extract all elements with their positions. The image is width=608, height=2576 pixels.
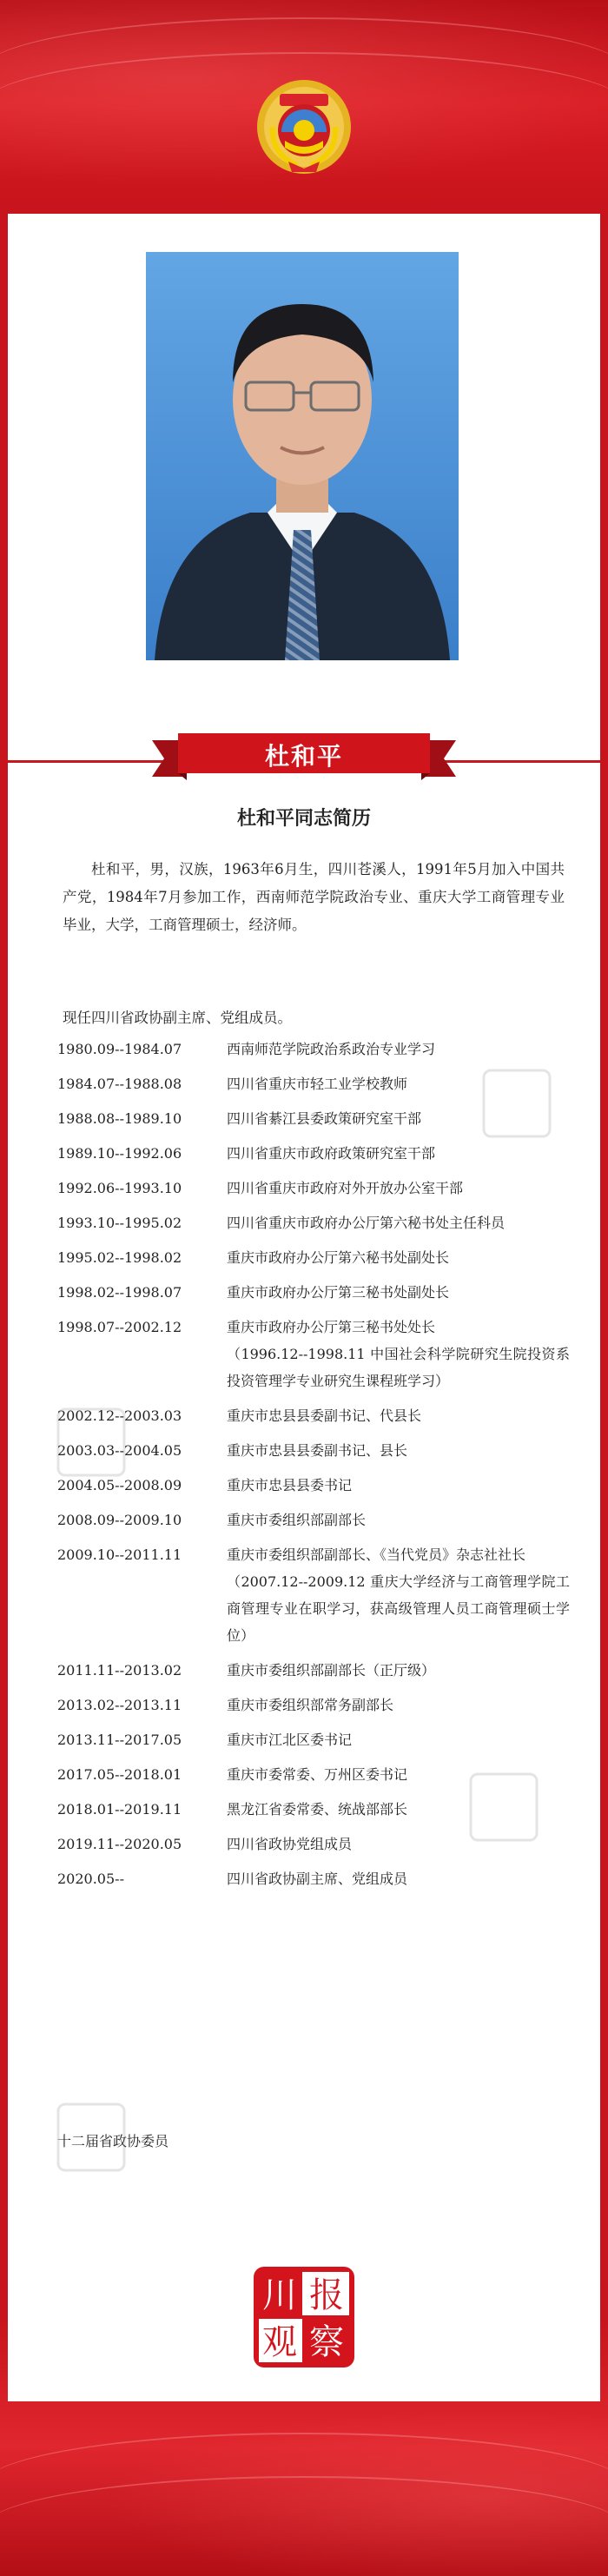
timeline-text bbox=[227, 1437, 570, 1464]
watermark-icon bbox=[469, 1772, 539, 1842]
stamp-char: 报 bbox=[309, 2275, 344, 2315]
timeline-text bbox=[227, 1279, 570, 1306]
bio-paragraph bbox=[63, 856, 565, 939]
timeline-position: 四川省政协党组成员 bbox=[227, 1836, 353, 1852]
timeline-position: 重庆市忠县县委书记 bbox=[227, 1477, 353, 1493]
career-timeline bbox=[57, 1036, 570, 1900]
timeline-row bbox=[57, 1437, 570, 1464]
timeline-text bbox=[227, 1507, 570, 1533]
timeline-date: 1984.07--1988.08 bbox=[57, 1076, 182, 1092]
timeline-row bbox=[57, 1507, 570, 1533]
timeline-text bbox=[227, 1175, 570, 1202]
stamp-char: 察 bbox=[309, 2322, 344, 2362]
timeline-date: 1998.07--2002.12 bbox=[57, 1319, 182, 1335]
timeline-position: 四川省重庆市政府对外开放办公室干部 bbox=[227, 1180, 464, 1196]
timeline-text bbox=[227, 1209, 570, 1236]
timeline-position: 重庆市忠县县委副书记、县长 bbox=[227, 1442, 408, 1459]
timeline-date: 2002.12--2003.03 bbox=[57, 1407, 182, 1424]
timeline-date: 2018.01--2019.11 bbox=[57, 1801, 182, 1818]
timeline-row bbox=[57, 1402, 570, 1429]
timeline-date: 2019.11--2020.05 bbox=[57, 1836, 182, 1852]
timeline-position: 重庆市委组织部副部长、《当代党员》杂志社社长 bbox=[227, 1546, 526, 1563]
timeline-text bbox=[227, 1726, 570, 1753]
timeline-date: 1980.09--1984.07 bbox=[57, 1041, 182, 1057]
watermark-icon bbox=[482, 1069, 552, 1138]
timeline-position: 重庆市委组织部常务副部长 bbox=[227, 1697, 394, 1713]
timeline-date: 2011.11--2013.02 bbox=[57, 1662, 182, 1679]
timeline-date: 2004.05--2008.09 bbox=[57, 1477, 182, 1493]
stamp-char: 观 bbox=[262, 2322, 297, 2362]
timeline-row bbox=[57, 1175, 570, 1202]
stamp-char: 川 bbox=[262, 2275, 297, 2315]
timeline-date: 1995.02--1998.02 bbox=[57, 1249, 182, 1266]
timeline-date: 2008.09--2009.10 bbox=[57, 1512, 182, 1528]
watermark-icon bbox=[56, 2103, 126, 2172]
timeline-position: 重庆市政府办公厅第三秘书处处长 bbox=[227, 1319, 436, 1335]
timeline-position: 黑龙江省委常委、统战部部长 bbox=[227, 1801, 408, 1818]
timeline-row bbox=[57, 1209, 570, 1236]
timeline-date: 1993.10--1995.02 bbox=[57, 1215, 182, 1231]
current-position: 现任四川省政协副主席、党组成员。 bbox=[63, 1010, 292, 1026]
timeline-text bbox=[227, 1692, 570, 1718]
timeline-text bbox=[227, 1140, 570, 1167]
timeline-position: 重庆市委组织部副部长 bbox=[227, 1512, 367, 1528]
timeline-text bbox=[227, 1314, 570, 1394]
timeline-date: 2020.05-- bbox=[57, 1871, 124, 1887]
timeline-position: 四川省政协副主席、党组成员 bbox=[227, 1871, 408, 1887]
timeline-text bbox=[227, 1657, 570, 1684]
portrait-photo bbox=[146, 252, 459, 660]
timeline-date: 2003.03--2004.05 bbox=[57, 1442, 182, 1459]
timeline-text bbox=[227, 1865, 570, 1892]
timeline-row bbox=[57, 1279, 570, 1306]
timeline-position: 四川省綦江县委政策研究室干部 bbox=[227, 1110, 422, 1127]
timeline-position: 四川省重庆市轻工业学校教师 bbox=[227, 1076, 408, 1092]
timeline-row bbox=[57, 1865, 570, 1892]
resume-title: 杜和平同志简历 bbox=[236, 807, 371, 830]
person-name: 杜和平 bbox=[264, 742, 343, 771]
cppcc-emblem-icon bbox=[255, 78, 353, 175]
timeline-row bbox=[57, 1244, 570, 1271]
timeline-position: 重庆市委组织部副部长（正厅级） bbox=[227, 1662, 436, 1679]
timeline-position: 重庆市委常委、万州区委书记 bbox=[227, 1766, 408, 1783]
timeline-position: 重庆市政府办公厅第六秘书处副处长 bbox=[227, 1249, 450, 1266]
timeline-row bbox=[57, 1140, 570, 1167]
timeline-row bbox=[57, 1657, 570, 1684]
timeline-note: （1996.12--1998.11 中国社会科学院研究生院投资系投资管理学专业研究生课程班学习） bbox=[227, 1346, 570, 1389]
timeline-row bbox=[57, 1541, 570, 1649]
decorative-wave bbox=[0, 2476, 608, 2576]
timeline-date: 1989.10--1992.06 bbox=[57, 1145, 182, 1162]
timeline-position: 四川省重庆市政府办公厅第六秘书处主任科员 bbox=[227, 1215, 506, 1231]
timeline-row bbox=[57, 1692, 570, 1718]
timeline-position: 重庆市政府办公厅第三秘书处副处长 bbox=[227, 1284, 450, 1301]
timeline-row bbox=[57, 1314, 570, 1394]
timeline-row bbox=[57, 1472, 570, 1499]
timeline-date: 2017.05--2018.01 bbox=[57, 1766, 182, 1783]
watermark-icon bbox=[56, 1407, 126, 1477]
timeline-text bbox=[227, 1541, 570, 1649]
timeline-date: 2009.10--2011.11 bbox=[57, 1546, 182, 1563]
timeline-date: 1992.06--1993.10 bbox=[57, 1180, 182, 1196]
timeline-text bbox=[227, 1244, 570, 1271]
timeline-text bbox=[227, 1036, 570, 1063]
timeline-row bbox=[57, 1726, 570, 1753]
timeline-date: 1988.08--1989.10 bbox=[57, 1110, 182, 1127]
timeline-position: 重庆市江北区委书记 bbox=[227, 1732, 353, 1748]
timeline-position: 西南师范学院政治系政治专业学习 bbox=[227, 1041, 436, 1057]
timeline-position: 重庆市忠县县委副书记、代县长 bbox=[227, 1407, 422, 1424]
timeline-row bbox=[57, 1036, 570, 1063]
timeline-date: 2013.11--2017.05 bbox=[57, 1732, 182, 1748]
timeline-text bbox=[227, 1472, 570, 1499]
timeline-position: 四川省重庆市政府政策研究室干部 bbox=[227, 1145, 436, 1162]
timeline-note: （2007.12--2009.12 重庆大学经济与工商管理学院工商管理专业在职学习，获高级管理人员工商管理硕士学位） bbox=[227, 1573, 570, 1644]
bio-text: 杜和平，男，汉族，1963年6月生，四川苍溪人，1991年5月加入中国共产党，1984年7月参加工作，西南师范学院政治专业、重庆大学工商管理专业毕业，大学，工商管理硕士，经济师。 bbox=[63, 861, 565, 933]
timeline-date: 1998.02--1998.07 bbox=[57, 1284, 182, 1301]
timeline-date: 2013.02--2013.11 bbox=[57, 1697, 182, 1713]
timeline-text bbox=[227, 1402, 570, 1429]
chuanbao-stamp-logo bbox=[250, 2263, 358, 2371]
membership-note: 十二届省政协委员 bbox=[57, 2133, 169, 2149]
